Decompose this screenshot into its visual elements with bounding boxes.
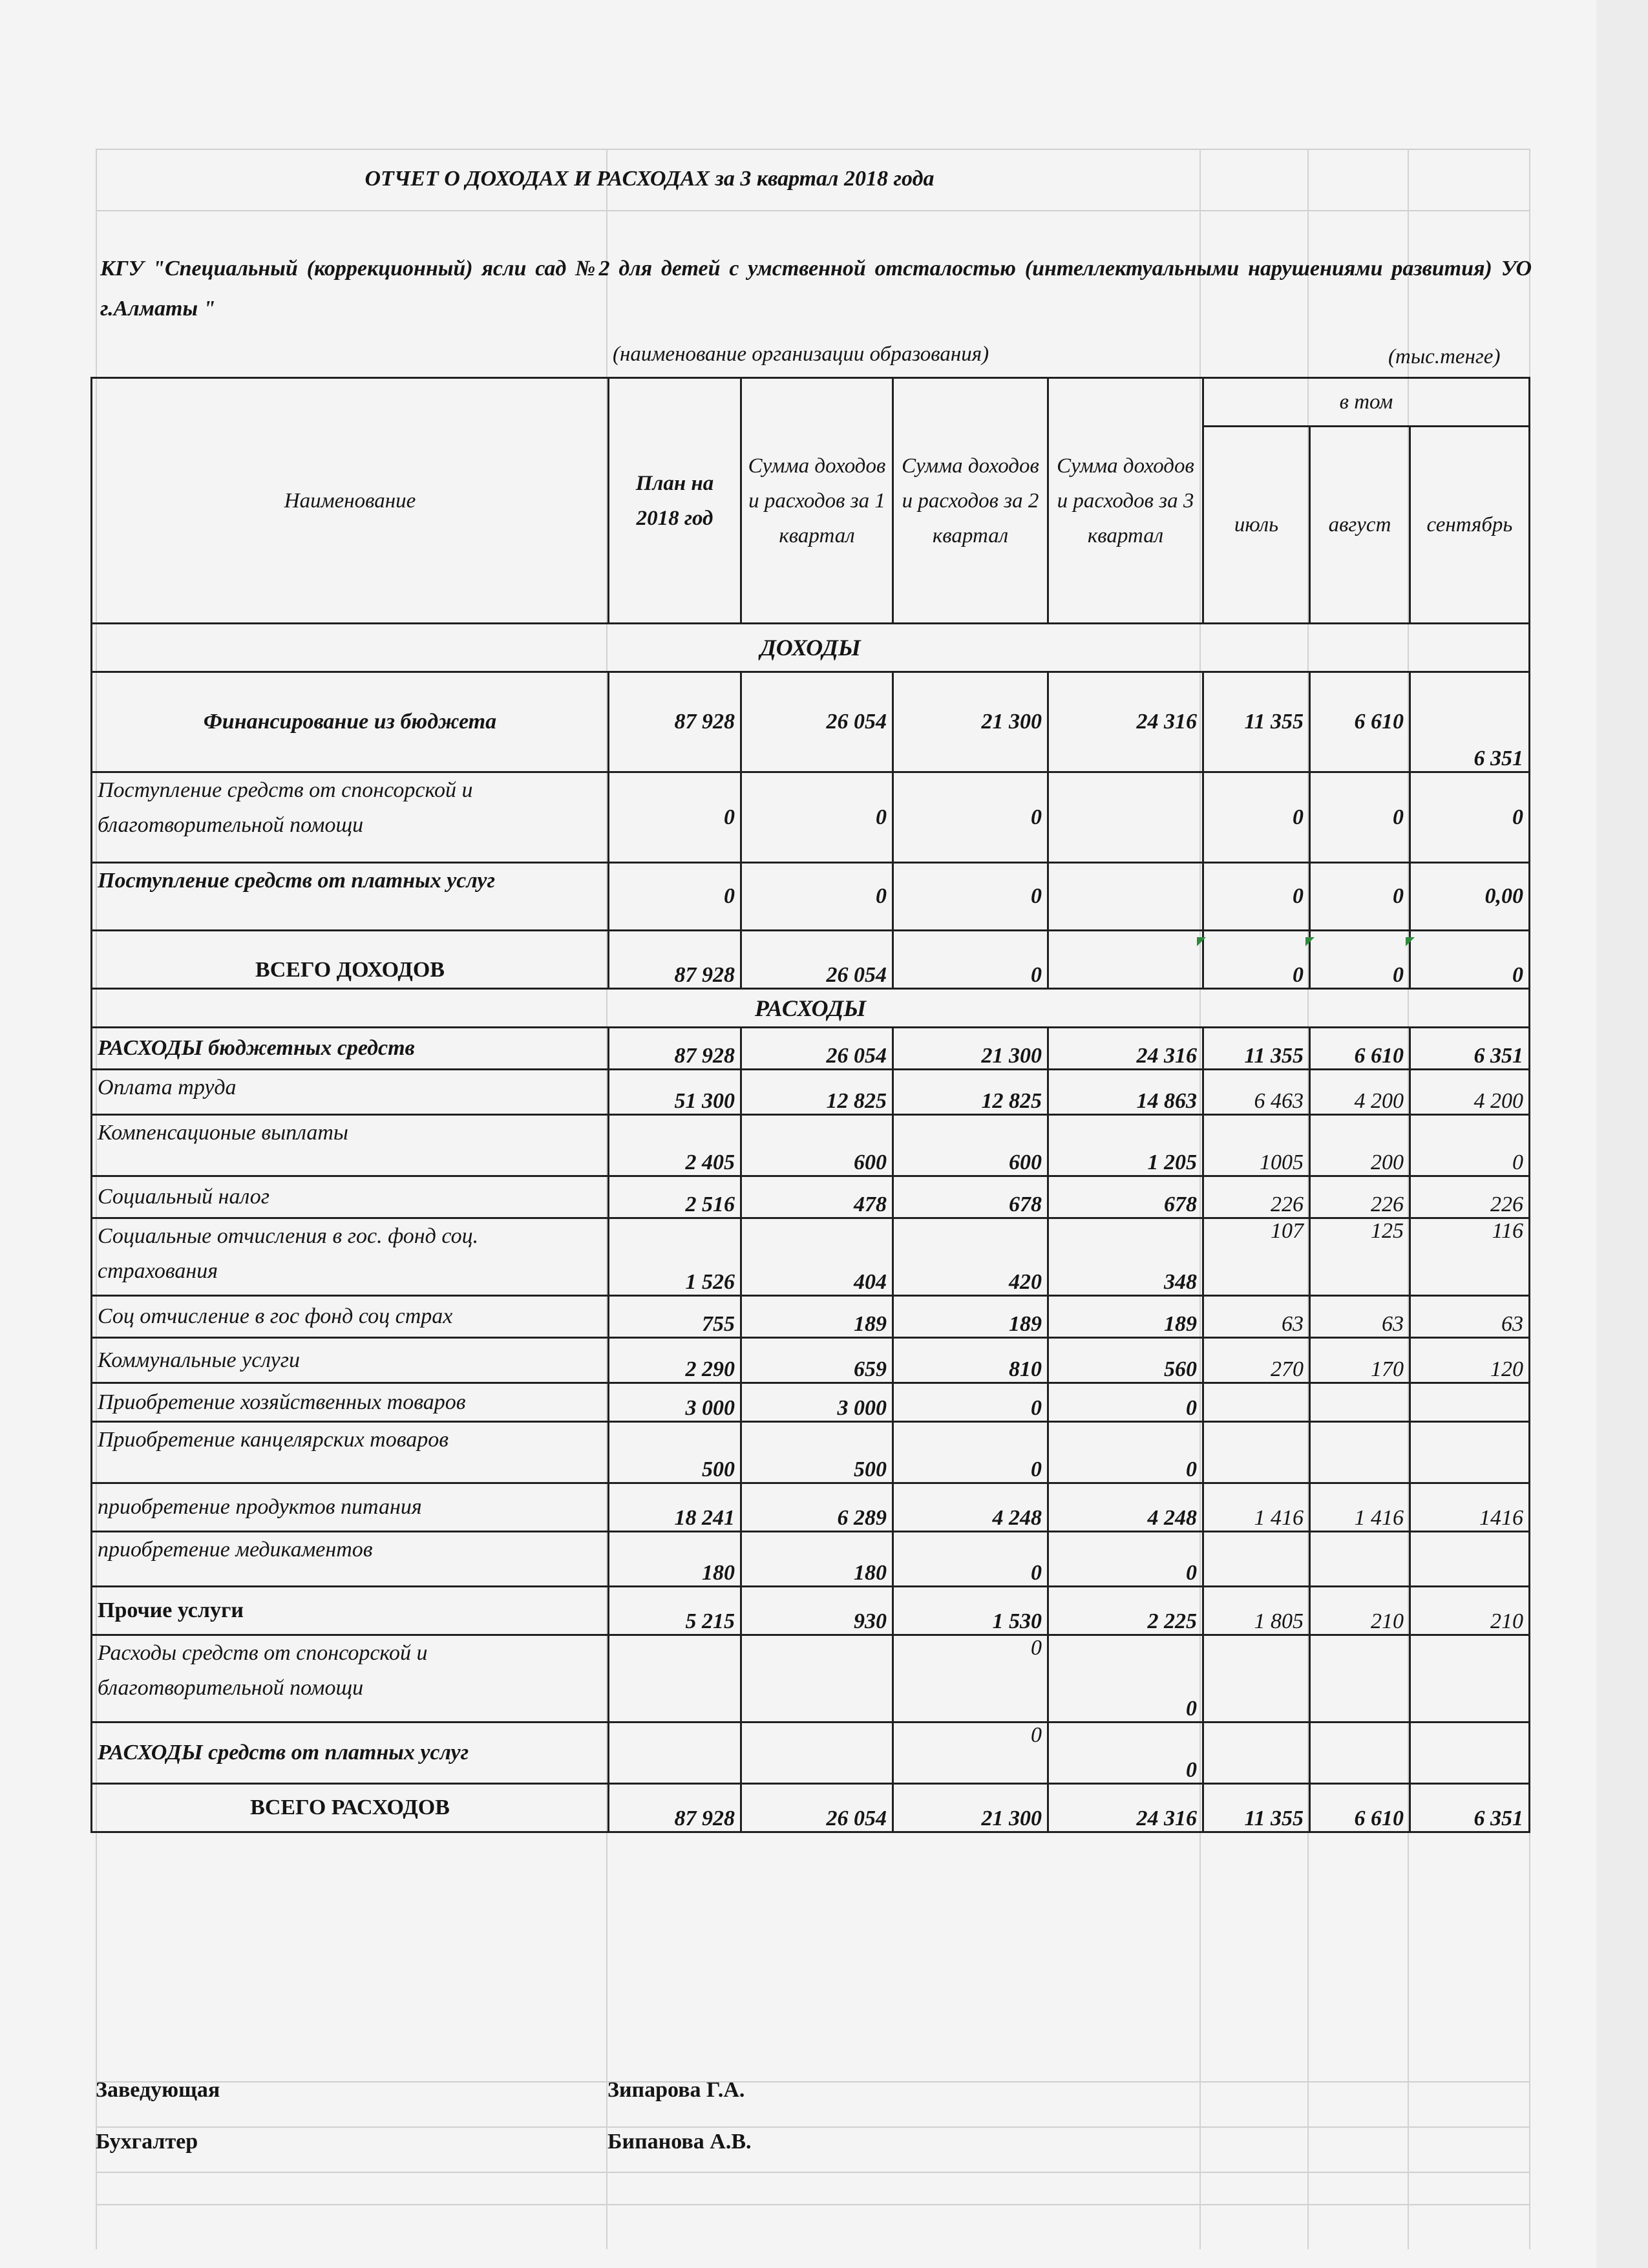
cell-m2: 6 610: [1310, 1784, 1410, 1832]
cell-plan: 0: [609, 772, 741, 863]
row-label: Оплата труда: [92, 1070, 609, 1115]
cell-q1: 600: [741, 1115, 893, 1176]
expense-row: [92, 1296, 1530, 1338]
cell-m1: [1203, 1635, 1310, 1722]
cell-q1: 0: [741, 772, 893, 863]
cell-m3: 0: [1410, 772, 1530, 863]
cell-q2: 12 825: [893, 1070, 1048, 1115]
expense-row: [92, 1722, 1530, 1784]
cell-m2: [1310, 1722, 1410, 1784]
row-label: Социальный налог: [92, 1176, 609, 1218]
cell-m3: 4 200: [1410, 1070, 1530, 1115]
cell-m2: [1310, 1532, 1410, 1587]
cell-plan: 87 928: [609, 1028, 741, 1070]
cell-q1: 26 054: [741, 931, 893, 989]
row-label: Поступление средств от платных услуг: [92, 863, 609, 931]
scan-edge: [1596, 0, 1648, 2268]
cell-m3: 6 351: [1410, 672, 1530, 772]
cell-q1: 26 054: [741, 672, 893, 772]
row-label: Прочие услуги: [92, 1587, 609, 1635]
expense-row: [92, 1383, 1530, 1422]
cell-m2: 6 610: [1310, 1028, 1410, 1070]
cell-q2: 678: [893, 1176, 1048, 1218]
cell-q3: [1048, 931, 1203, 989]
cell-q3: 2 225: [1048, 1587, 1203, 1635]
expense-row: [92, 1784, 1530, 1832]
cell-q2: 0: [893, 1383, 1048, 1422]
cell-q2: 21 300: [893, 1028, 1048, 1070]
cell-q3: 0: [1048, 1532, 1203, 1587]
cell-m3: [1410, 1422, 1530, 1483]
cell-m1: 11 355: [1203, 672, 1310, 772]
cell-q1: 3 000: [741, 1383, 893, 1422]
cell-m3: 116: [1410, 1218, 1530, 1296]
cell-m3: 0,00: [1410, 863, 1530, 931]
cell-m1: 63: [1203, 1296, 1310, 1338]
cell-m3: 120: [1410, 1338, 1530, 1383]
cell-q3: 1 205: [1048, 1115, 1203, 1176]
report-title: ОТЧЕТ О ДОХОДАХ И РАСХОДАХ за 3 квартал 2018 года: [364, 167, 935, 191]
cell-m2: 125: [1310, 1218, 1410, 1296]
header-july: июль: [1203, 427, 1310, 624]
expense-row: [92, 1635, 1530, 1722]
header-q2: Сумма доходов и расходов за 2 квартал: [893, 378, 1048, 624]
expense-row: [92, 1028, 1530, 1070]
cell-q1: 189: [741, 1296, 893, 1338]
cell-m3: [1410, 1532, 1530, 1587]
header-including: в том: [1203, 378, 1530, 427]
cell-plan: 51 300: [609, 1070, 741, 1115]
cell-plan: 18 241: [609, 1483, 741, 1532]
cell-m3: 210: [1410, 1587, 1530, 1635]
income-expense-table: [90, 377, 1530, 1833]
cell-m1: 0: [1203, 931, 1310, 989]
cell-q1: 26 054: [741, 1784, 893, 1832]
row-label: Приобретение канцелярских товаров: [92, 1422, 609, 1483]
cell-q3: 0: [1048, 1722, 1203, 1784]
cell-m1: 107: [1203, 1218, 1310, 1296]
cell-plan: 500: [609, 1422, 741, 1483]
cell-plan: 0: [609, 863, 741, 931]
cell-plan: 87 928: [609, 672, 741, 772]
signature-role-head: Заведующая: [96, 2078, 220, 2102]
cell-m1: 11 355: [1203, 1028, 1310, 1070]
cell-m3: 0: [1410, 1115, 1530, 1176]
cell-comment-marker: [1197, 937, 1206, 946]
cell-q3: 24 316: [1048, 1028, 1203, 1070]
expense-row: [92, 1338, 1530, 1383]
cell-plan: 2 290: [609, 1338, 741, 1383]
cell-q1: 26 054: [741, 1028, 893, 1070]
income-section-title: ДОХОДЫ: [92, 624, 1530, 672]
cell-m1: [1203, 1383, 1310, 1422]
cell-q3: 0: [1048, 1635, 1203, 1722]
cell-q1: 930: [741, 1587, 893, 1635]
row-label: РАСХОДЫ бюджетных средств: [92, 1028, 609, 1070]
cell-q2: 0: [893, 1635, 1048, 1722]
header-september: сентябрь: [1410, 427, 1530, 624]
signature-name-accountant: Бипанова А.В.: [607, 2130, 752, 2154]
cell-m3: [1410, 1383, 1530, 1422]
cell-q3: 560: [1048, 1338, 1203, 1383]
row-label: ВСЕГО РАСХОДОВ: [92, 1784, 609, 1832]
cell-m1: 270: [1203, 1338, 1310, 1383]
cell-m2: [1310, 1383, 1410, 1422]
row-label: приобретение продуктов питания: [92, 1483, 609, 1532]
cell-m3: [1410, 1722, 1530, 1784]
cell-m3: 6 351: [1410, 1028, 1530, 1070]
income-row: [92, 863, 1530, 931]
cell-q3: 24 316: [1048, 1784, 1203, 1832]
cell-q1: [741, 1635, 893, 1722]
cell-q2: 810: [893, 1338, 1048, 1383]
cell-q2: 21 300: [893, 1784, 1048, 1832]
cell-q2: 21 300: [893, 672, 1048, 772]
cell-m2: 1 416: [1310, 1483, 1410, 1532]
expense-row: [92, 1422, 1530, 1483]
cell-m1: 0: [1203, 863, 1310, 931]
cell-q1: 659: [741, 1338, 893, 1383]
header-plan: План на 2018 год: [609, 378, 741, 624]
cell-plan: 5 215: [609, 1587, 741, 1635]
cell-m2: 170: [1310, 1338, 1410, 1383]
cell-m2: [1310, 1422, 1410, 1483]
row-label: Соц отчисление в гос фонд соц страх: [92, 1296, 609, 1338]
cell-m1: 6 463: [1203, 1070, 1310, 1115]
expense-row: [92, 1532, 1530, 1587]
expense-row: [92, 1483, 1530, 1532]
cell-m1: 1005: [1203, 1115, 1310, 1176]
signature-name-head: Зипарова Г.А.: [607, 2078, 745, 2102]
cell-q2: 0: [893, 1532, 1048, 1587]
cell-q2: 420: [893, 1218, 1048, 1296]
cell-q2: 1 530: [893, 1587, 1048, 1635]
cell-m2: 226: [1310, 1176, 1410, 1218]
expense-row: [92, 1218, 1530, 1296]
cell-m2: 0: [1310, 772, 1410, 863]
cell-m3: 6 351: [1410, 1784, 1530, 1832]
cell-plan: 1 526: [609, 1218, 741, 1296]
cell-plan: 180: [609, 1532, 741, 1587]
header-q1: Сумма доходов и расходов за 1 квартал: [741, 378, 893, 624]
cell-q2: 4 248: [893, 1483, 1048, 1532]
cell-q1: 180: [741, 1532, 893, 1587]
cell-q3: 348: [1048, 1218, 1203, 1296]
cell-m3: 226: [1410, 1176, 1530, 1218]
cell-q3: [1048, 863, 1203, 931]
row-label: Финансирование из бюджета: [92, 672, 609, 772]
row-label: ВСЕГО ДОХОДОВ: [92, 931, 609, 989]
row-label: Социальные отчисления в гос. фонд соц. страхования: [92, 1218, 609, 1296]
cell-q3: 14 863: [1048, 1070, 1203, 1115]
expense-row: [92, 1070, 1530, 1115]
cell-q3: 678: [1048, 1176, 1203, 1218]
cell-q3: [1048, 772, 1203, 863]
cell-comment-marker: [1305, 937, 1315, 946]
cell-q2: 600: [893, 1115, 1048, 1176]
units-label: (тыс.тенге): [1388, 345, 1501, 368]
expense-rows: [92, 1028, 1530, 1832]
cell-q1: 12 825: [741, 1070, 893, 1115]
cell-q1: 500: [741, 1422, 893, 1483]
header-q3: Сумма доходов и расходов за 3 квартал: [1048, 378, 1203, 624]
cell-m2: 4 200: [1310, 1070, 1410, 1115]
row-label: Коммунальные услуги: [92, 1338, 609, 1383]
cell-plan: 87 928: [609, 1784, 741, 1832]
cell-q1: 6 289: [741, 1483, 893, 1532]
row-label: РАСХОДЫ средств от платных услуг: [92, 1722, 609, 1784]
cell-m1: 1 805: [1203, 1587, 1310, 1635]
cell-m1: [1203, 1422, 1310, 1483]
cell-q3: 4 248: [1048, 1483, 1203, 1532]
cell-m1: 226: [1203, 1176, 1310, 1218]
row-label: Компенсационые выплаты: [92, 1115, 609, 1176]
cell-m1: 11 355: [1203, 1784, 1310, 1832]
cell-q3: 24 316: [1048, 672, 1203, 772]
cell-q2: 0: [893, 1422, 1048, 1483]
cell-q2: 0: [893, 1722, 1048, 1784]
income-row: [92, 772, 1530, 863]
cell-q2: 0: [893, 863, 1048, 931]
cell-q1: 404: [741, 1218, 893, 1296]
cell-m3: 1416: [1410, 1483, 1530, 1532]
cell-plan: 3 000: [609, 1383, 741, 1422]
income-row: [92, 672, 1530, 772]
cell-plan: [609, 1722, 741, 1784]
cell-m2: 0: [1310, 931, 1410, 989]
cell-m2: 210: [1310, 1587, 1410, 1635]
row-label: Расходы средств от спонсорской и благотворительной помощи: [92, 1635, 609, 1722]
cell-q3: 0: [1048, 1422, 1203, 1483]
cell-q1: 0: [741, 863, 893, 931]
header-name: Наименование: [92, 378, 609, 624]
signature-role-accountant: Бухгалтер: [96, 2130, 198, 2154]
cell-q2: 0: [893, 931, 1048, 989]
cell-q1: 478: [741, 1176, 893, 1218]
row-label: приобретение медикаментов: [92, 1532, 609, 1587]
cell-plan: 2 405: [609, 1115, 741, 1176]
cell-q2: 189: [893, 1296, 1048, 1338]
expense-row: [92, 1176, 1530, 1218]
header-august: август: [1310, 427, 1410, 624]
expense-row: [92, 1587, 1530, 1635]
cell-comment-marker: [1406, 937, 1415, 946]
cell-m1: [1203, 1532, 1310, 1587]
cell-m2: [1310, 1635, 1410, 1722]
organization-caption: (наименование организации образования): [613, 343, 989, 366]
row-label: Поступление средств от спонсорской и благотворительной помощи: [92, 772, 609, 863]
cell-plan: 755: [609, 1296, 741, 1338]
cell-m3: 63: [1410, 1296, 1530, 1338]
cell-q3: 189: [1048, 1296, 1203, 1338]
cell-m3: 0: [1410, 931, 1530, 989]
cell-m2: 0: [1310, 863, 1410, 931]
cell-plan: 2 516: [609, 1176, 741, 1218]
cell-m2: 63: [1310, 1296, 1410, 1338]
cell-q3: 0: [1048, 1383, 1203, 1422]
cell-m2: 6 610: [1310, 672, 1410, 772]
row-label: Приобретение хозяйственных товаров: [92, 1383, 609, 1422]
expense-row: [92, 1115, 1530, 1176]
cell-q1: [741, 1722, 893, 1784]
cell-plan: 87 928: [609, 931, 741, 989]
cell-q2: 0: [893, 772, 1048, 863]
expense-section-title: РАСХОДЫ: [92, 989, 1530, 1028]
cell-m3: [1410, 1635, 1530, 1722]
cell-m2: 200: [1310, 1115, 1410, 1176]
cell-m1: 1 416: [1203, 1483, 1310, 1532]
cell-m1: 0: [1203, 772, 1310, 863]
cell-m1: [1203, 1722, 1310, 1784]
cell-plan: [609, 1635, 741, 1722]
organization-name: КГУ "Специальный (коррекционный) ясли сад №2 для детей с умственной отсталостью (интеллектуальными нарушениями развития) УО г.Алматы ": [100, 257, 1532, 321]
